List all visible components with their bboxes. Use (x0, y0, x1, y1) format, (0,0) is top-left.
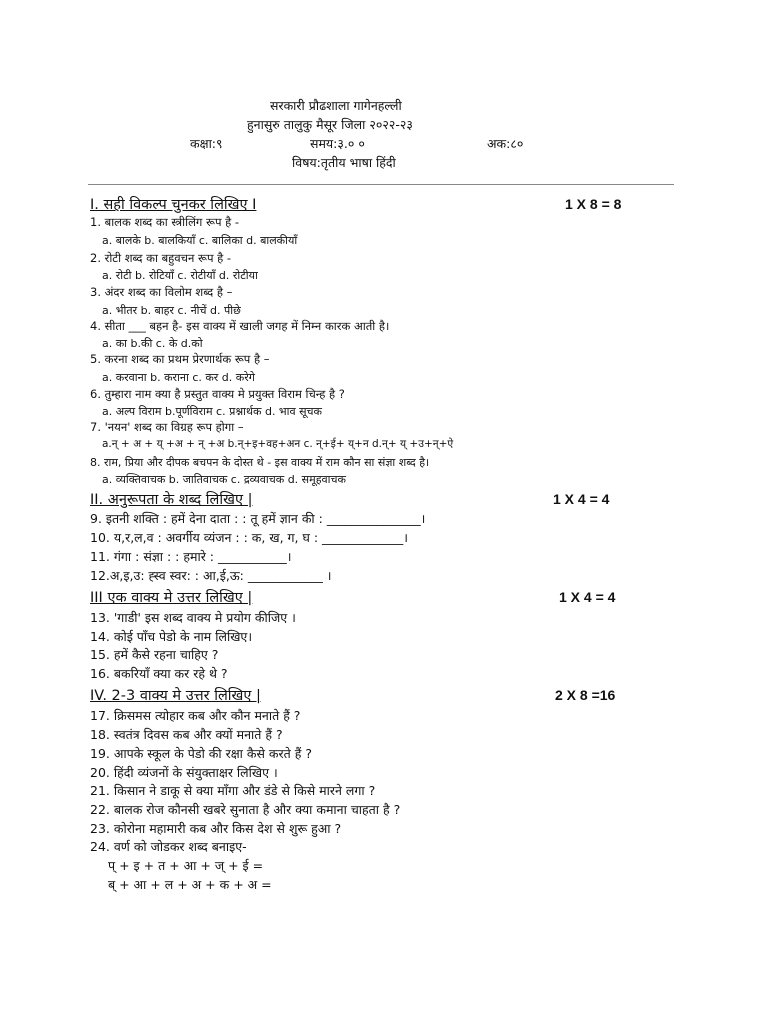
question-14: 14. कोई पाँच पेडो के नाम लिखिए। (90, 629, 253, 644)
subject-label: विषय:तृतीय भाषा हिंदी (292, 155, 396, 170)
question-15: 15. हमें कैसे रहना चाहिए ? (90, 647, 219, 662)
total-marks-label: अक:८० (487, 136, 524, 151)
question-7-options: a.न् + अ + य् +अ + न् +अ b.न्+इ+वह+अन c. न्+ई+ य्+न d.न्+ य् +उ+न्+ऐ (102, 438, 454, 450)
section-1-title: I. सही विकल्प चुनकर लिखिए I (90, 197, 257, 213)
question-5: 5. करना शब्द का प्रथम प्रेरणार्थक रूप है – (90, 352, 270, 366)
section-2-marks: 1 X 4 = 4 (553, 491, 610, 507)
question-10: 10. य,र,ल,व : अवर्गीय व्यंजन : : क, ख, ग, घ : _____________। (90, 530, 409, 545)
question-2-options: a. रोटी b. रोटियाँ c. रोटीयाँ d. रोटीया (102, 269, 258, 282)
question-3-options: a. भीतर b. बाहर c. नीचें d. पीछे (102, 304, 241, 317)
question-20: 20. हिंदी व्यंजनों के संयुक्ताक्षर लिखिए । (90, 765, 278, 780)
section-1-marks: 1 X 8 = 8 (565, 196, 622, 212)
question-18: 18. स्वतंत्र दिवस कब और क्यों मनाते हैं ? (90, 727, 283, 742)
question-22: 22. बालक रोज कौनसी खबरे सुनाता है और क्या कमाना चाहता है ? (90, 802, 401, 817)
section-3-marks: 1 X 4 = 4 (559, 589, 616, 605)
question-6: 6. तुम्हारा नाम क्या है प्रस्तुत वाक्य मे प्रयुक्त विराम चिन्ह है ? (90, 387, 345, 401)
question-8: 8. राम, प्रिया और दीपक बचपन के दोस्त थे - इस वाक्य में राम कौन सा संज्ञा शब्द है। (90, 456, 430, 469)
question-23: 23. कोरोना महामारी कब और किस देश से शुरू हुआ ? (90, 821, 342, 836)
section-2-title: II. अनुरूपता के शब्द लिखिए | (90, 492, 253, 508)
question-8-options: a. व्यक्तिवाचक b. जातिवाचक c. द्रव्यवाचक d. समूहवाचक (102, 473, 346, 486)
question-7: 7. 'नयन' शब्द का विग्रह रूप होगा – (90, 420, 244, 434)
question-1-options: a. बालके b. बालकियाँ c. बालिका d. बालकीयाँ (102, 234, 298, 247)
section-4-marks: 2 X 8 =16 (555, 687, 616, 703)
question-24-part-2: ब् + आ + ल + अ + क + अ = (108, 877, 272, 892)
question-6-options: a. अल्प विराम b.पूर्णविराम c. प्रश्नार्थक d. भाव सूचक (102, 405, 322, 418)
question-21: 21. किसान ने डाकू से क्या माँगा और डंडे से किसे मारने लगा ? (90, 783, 376, 798)
location-year: हुनासुरु तालुकु मैसूर जिला २०२२-२३ (247, 117, 413, 132)
class-label: कक्षा:९ (190, 136, 223, 151)
question-2: 2. रोटी शब्द का बहुवचन रूप है - (90, 251, 232, 265)
question-24: 24. वर्ण को जोडकर शब्द बनाइए- (90, 839, 247, 854)
question-17: 17. क्रिसमस त्योहार कब और कौन मनाते हैं ? (90, 708, 301, 723)
question-12: 12.अ,इ,उ: ह्स्व स्वर: : आ,ई,ऊ: ____________ । (90, 568, 332, 583)
section-3-title: III एक वाक्य मे उत्तर लिखिए | (90, 590, 253, 606)
header-divider (88, 184, 674, 185)
time-label: समय:३.० ० (310, 136, 365, 151)
question-4-options: a. का b.की c. के d.को (102, 337, 203, 350)
question-1: 1. बालक शब्द का स्त्रीलिंग रूप है - (90, 215, 240, 229)
question-13: 13. 'गाडी' इस शब्द वाक्य मे प्रयोग कीजिए । (90, 610, 296, 625)
question-19: 19. आपके स्कूल के पेडो की रक्षा कैसे करते हैं ? (90, 746, 312, 761)
question-3: 3. अंदर शब्द का विलोम शब्द है – (90, 285, 233, 299)
question-24-part-1: प् + इ + त + आ + ज् + ई = (108, 858, 264, 873)
question-5-options: a. करवाना b. कराना c. कर d. करेगे (102, 371, 255, 384)
question-4: 4. सीता ___ बहन है- इस वाक्य में खाली जगह में निम्न कारक आती है। (90, 319, 390, 333)
school-name: सरकारी प्रौढशाला गागेनहल्ली (270, 98, 402, 113)
section-4-title: IV. 2-3 वाक्य मे उत्तर लिखिए | (90, 688, 261, 704)
question-9: 9. इतनी शक्ति : हमें देना दाता : : तू हमें ज्ञान की : _______________। (90, 511, 426, 526)
question-16: 16. बकरियाँ क्या कर रहे थे ? (90, 666, 228, 681)
question-11: 11. गंगा : संज्ञा : : हमारे : ___________। (90, 549, 292, 564)
